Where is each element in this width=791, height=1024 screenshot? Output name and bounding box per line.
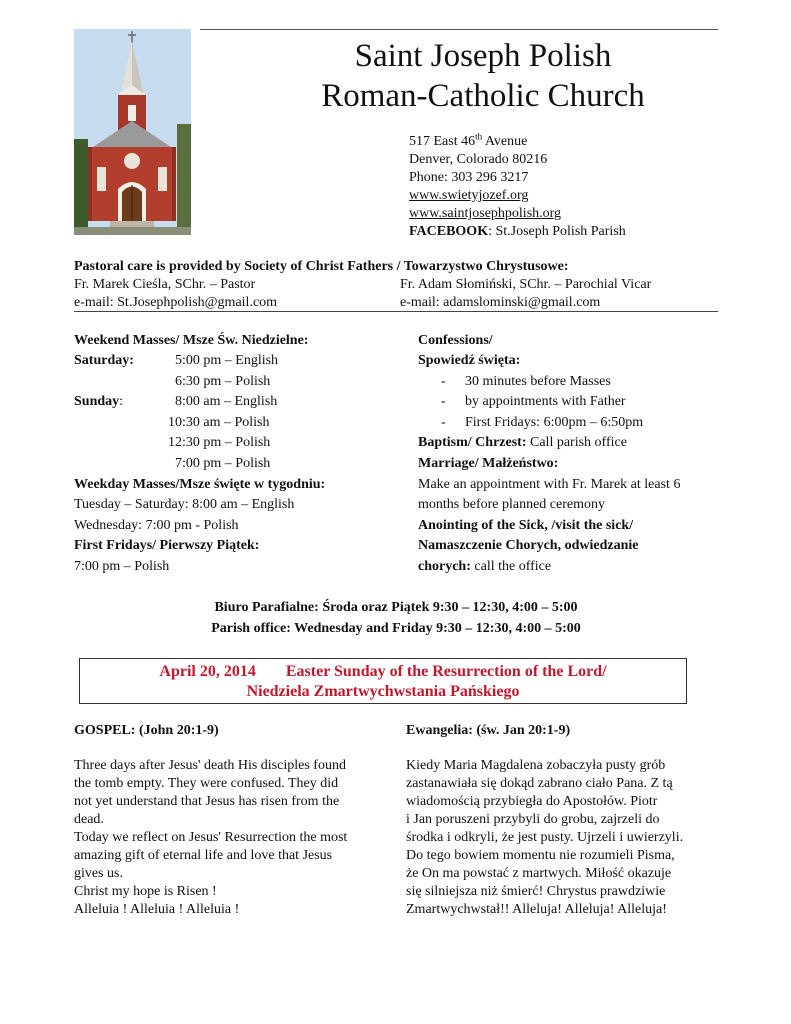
first-fridays-time: 7:00 pm – Polish (74, 559, 170, 574)
gospel-polish-text (406, 757, 726, 919)
website-link-english[interactable] (409, 205, 561, 223)
website-link-polish-anchor[interactable]: www.swietyjozef.org (409, 188, 529, 203)
gospel-english-line: gives us. (74, 866, 123, 881)
phone-number: Phone: 303 296 3217 (409, 170, 529, 185)
gospel-english-line: Christ my hope is Risen ! (74, 884, 217, 899)
vicar-name: Fr. Adam Słomiński, SChr. – Parochial Vicar (400, 277, 652, 292)
feast-date: April 20, 2014 (159, 663, 256, 680)
feast-title-polish: Niedziela Zmartwychwstania Pańskiego (246, 683, 520, 700)
gospel-english-line: Today we reflect on Jesus' Resurrection the most (74, 830, 348, 845)
header-rule (200, 29, 718, 30)
saturday-label: Saturday: (74, 353, 134, 368)
gospel-english-line: Alleluia ! Alleluia ! Alleluia ! (74, 902, 240, 917)
website-link-polish[interactable] (409, 187, 528, 205)
pastoral-heading: Pastoral care is provided by Society of Christ Fathers / Towarzystwo Chrystusowe: (74, 259, 569, 274)
gospel-polish-line: Kiedy Maria Magdalena zobaczyła pusty grób (406, 758, 666, 773)
gospel-polish-line: i Jan poruszeni przybyli do grobu, zajrzeli do (406, 812, 660, 827)
anointing-heading-1: Anointing of the Sick, /visit the sick/ (418, 518, 634, 533)
baptism-line: Baptism/ Chrzest: Call parish office (418, 435, 627, 450)
office-hours-polish: Biuro Parafialne: Środa oraz Piątek 9:30 – 12:30, 4:00 – 5:00 (214, 600, 578, 615)
church-title-line1: Saint Joseph Polish (354, 38, 612, 74)
marriage-text-1: Make an appointment with Fr. Marek at least 6 (418, 477, 681, 492)
feast-line-1 (79, 662, 687, 682)
church-photo (74, 29, 191, 235)
gospel-polish-line: wiadomością przybiegła do Apostołów. Piotr (406, 794, 658, 809)
gospel-english-line: not yet understand that Jesus has risen from the (74, 794, 340, 809)
confession-item-1: - 30 minutes before Masses (441, 374, 611, 389)
gospel-english-line: the tomb empty. They were confused. They did (74, 776, 339, 791)
anointing-heading-3: chorych: call the office (418, 559, 552, 574)
gospel-english-line: Three days after Jesus' death His disciples found (74, 758, 346, 773)
weekday-masses-heading: Weekday Masses/Msze święte w tygodniu: (74, 477, 326, 492)
sunday-mass-4: 7:00 pm – Polish (175, 456, 271, 471)
sunday-mass-1: 8:00 am – English (175, 394, 278, 409)
gospel-english-line: amazing gift of eternal life and love that Jesus (74, 848, 333, 863)
gospel-polish-line: że On ma powstać z martwych. Miłość okazuje (406, 866, 672, 881)
address-city: Denver, Colorado 80216 (409, 152, 548, 167)
weekday-mass-1: Tuesday – Saturday: 8:00 am – English (74, 497, 295, 512)
sunday-mass-3: 12:30 pm – Polish (168, 435, 271, 450)
gospel-polish-heading: Ewangelia: (św. Jan 20:1-9) (406, 723, 571, 738)
section-rule (74, 311, 718, 312)
sunday-mass-2: 10:30 am – Polish (168, 415, 270, 430)
gospel-polish-line: Do tego bowiem momentu nie rozumieli Pisma, (406, 848, 675, 863)
marriage-text-2: months before planned ceremony (418, 497, 605, 512)
church-title-line2: Roman-Catholic Church (321, 78, 645, 114)
weekend-masses-heading: Weekend Masses/ Msze Św. Niedzielne: (74, 333, 309, 348)
gospel-polish-line: Zmartwychwstał!! Alleluja! Alleluja! Alleluja! (406, 902, 667, 917)
saturday-mass-2: 6:30 pm – Polish (175, 374, 271, 389)
sunday-label: Sunday: (74, 394, 124, 409)
saturday-mass-1: 5:00 pm – English (175, 353, 279, 368)
church-illustration (74, 29, 191, 235)
gospel-english-heading: GOSPEL: (John 20:1-9) (74, 723, 219, 738)
vicar-email: e-mail: adamslominski@gmail.com (400, 295, 601, 310)
website-link-english-anchor[interactable]: www.saintjosephpolish.org (409, 206, 562, 221)
marriage-heading: Marriage/ Małżeństwo: (418, 456, 559, 471)
weekday-mass-2: Wednesday: 7:00 pm - Polish (74, 518, 239, 533)
confessions-heading-2: Spowiedź święta: (418, 353, 521, 368)
facebook-value: : St.Joseph Polish Parish (488, 224, 626, 239)
gospel-english-line: dead. (74, 812, 104, 827)
first-fridays-heading: First Fridays/ Pierwszy Piątek: (74, 538, 260, 553)
gospel-polish-line: się silniejsza niż śmierć! Chrystus prawdziwie (406, 884, 666, 899)
address-street: 517 East 46th Avenue (409, 131, 528, 149)
anointing-heading-2: Namaszczenie Chorych, odwiedzanie (418, 538, 639, 553)
facebook-label: FACEBOOK (409, 224, 489, 239)
facebook-line (409, 223, 626, 241)
confession-item-3: - First Fridays: 6:00pm – 6:50pm (441, 415, 644, 430)
pastor-email: e-mail: St.Josephpolish@gmail.com (74, 295, 278, 310)
office-hours-english: Parish office: Wednesday and Friday 9:30 – 12:30, 4:00 – 5:00 (211, 621, 581, 636)
pastor-name: Fr. Marek Cieśla, SChr. – Pastor (74, 277, 256, 292)
gospel-polish-line: zastanawiała się dokąd zabrano ciało Pana. Z tą (406, 776, 673, 791)
gospel-english-text (74, 757, 394, 919)
confession-item-2: - by appointments with Father (441, 394, 626, 409)
gospel-polish-line: środka i odkryli, że jest pusty. Ujrzeli i uwierzyli. (406, 830, 684, 845)
confessions-heading-1: Confessions/ (418, 333, 493, 348)
feast-title-english: Easter Sunday of the Resurrection of the Lord/ (285, 663, 607, 680)
